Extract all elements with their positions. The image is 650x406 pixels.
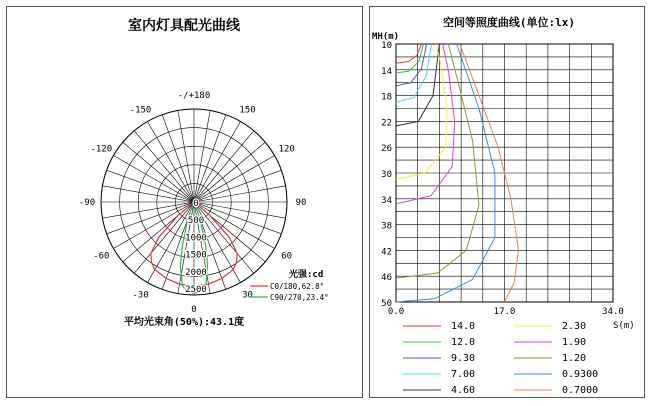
isolux-y-axis-label: MH(m) [372, 32, 400, 42]
isolux-x-tick: 34.0 [602, 307, 624, 317]
polar-angle-label: -120 [90, 144, 113, 155]
isolux-y-tick: 14 [381, 66, 392, 77]
isolux-chart-title: 空间等照度曲线(单位:lx) [442, 16, 576, 29]
isolux-legend-entry: 4.60 [451, 385, 476, 396]
polar-radial-label: 1500 [185, 250, 207, 261]
polar-chart-panel [6, 6, 363, 398]
polar-angle-label: 150 [239, 105, 256, 116]
isolux-y-tick: 42 [381, 247, 392, 258]
polar-footer: 平均光束角(50%):43.1度 [123, 317, 245, 328]
polar-radial-label: 500 [187, 216, 205, 227]
polar-chart-title: 室内灯具配光曲线 [128, 18, 240, 34]
isolux-legend [403, 321, 598, 396]
isolux-legend-entry: 12.0 [451, 337, 476, 348]
isolux-legend-entry: 0.7000 [562, 385, 599, 396]
isolux-x-tick: 0.0 [387, 307, 405, 317]
polar-unit-label: 光强:cd [289, 270, 324, 280]
polar-chart [7, 7, 362, 397]
isolux-legend-entry: 1.20 [562, 353, 587, 364]
isolux-y-tick: 22 [381, 118, 392, 129]
isolux-legend-entry: 1.90 [562, 337, 587, 348]
polar-angle-label: 120 [278, 144, 295, 155]
polar-angle-label: 90 [295, 198, 307, 208]
polar-radial-label: 0 [193, 199, 199, 209]
isolux-y-tick: 50 [381, 299, 392, 309]
polar-radial-label: 1000 [185, 233, 207, 244]
polar-angle-label: 60 [281, 251, 293, 262]
polar-legend-entry: C90/270,23.4° [270, 293, 329, 302]
polar-legend-entry: C0/180,62.8° [270, 282, 325, 291]
isolux-series-curve-3 [396, 44, 432, 102]
isolux-legend-entry: 9.30 [451, 353, 476, 364]
isolux-y-tick: 38 [381, 221, 392, 232]
polar-angle-label: 30 [242, 290, 253, 301]
isolux-chart [370, 7, 644, 397]
polar-angle-label: -30 [132, 290, 149, 301]
isolux-series-curve-7 [396, 44, 479, 278]
polar-angle-label: 0 [191, 305, 197, 315]
isolux-legend-entry: 14.0 [451, 321, 476, 332]
polar-angle-label: -150 [129, 105, 152, 116]
isolux-legend-entry: 0.9300 [562, 369, 599, 380]
polar-angle-label: -90 [78, 198, 96, 208]
polar-radial-label: 2500 [185, 285, 207, 296]
isolux-y-tick: 10 [381, 41, 392, 51]
isolux-y-tick: 46 [381, 273, 392, 284]
isolux-legend-entry: 7.00 [451, 369, 476, 380]
isolux-x-axis-label: S(m) [613, 321, 635, 331]
isolux-y-tick: 26 [381, 144, 392, 155]
isolux-y-tick: 34 [381, 195, 392, 206]
isolux-x-tick: 17.0 [493, 307, 516, 317]
isolux-y-tick: 18 [381, 92, 392, 103]
isolux-chart-panel [369, 6, 645, 398]
isolux-legend-entry: 2.30 [562, 321, 587, 332]
polar-angle-label: -60 [93, 251, 110, 262]
isolux-y-tick: 30 [381, 170, 392, 180]
polar-angle-label: -/+180 [177, 91, 211, 101]
polar-legend [250, 268, 329, 302]
polar-radial-label: 2000 [185, 267, 207, 278]
